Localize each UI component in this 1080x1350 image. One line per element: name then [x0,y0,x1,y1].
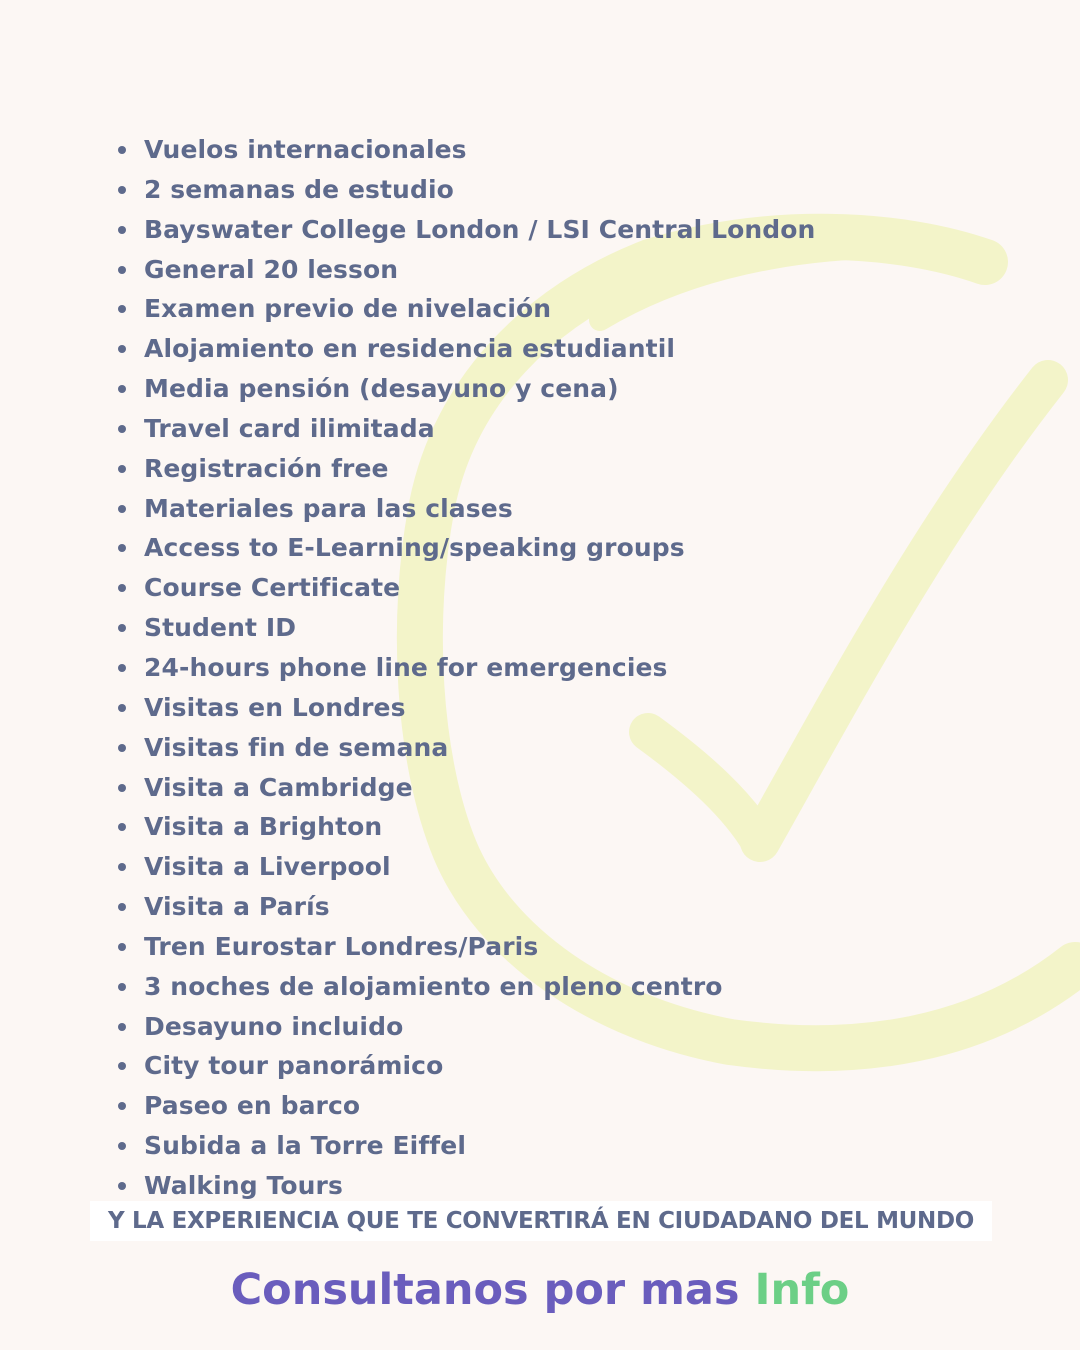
bullet-icon [118,624,126,632]
bullet-icon [118,544,126,552]
feature-item [118,329,815,369]
feature-text: Subida a la Torre Eiffel [144,1131,467,1161]
bullet-icon [118,305,126,313]
feature-text: Visita a Liverpool [144,852,391,882]
feature-text: City tour panorámico [144,1051,444,1081]
bullet-icon [118,704,126,712]
feature-list [118,130,815,1206]
feature-item [118,369,815,409]
feature-text: Registración free [144,453,389,483]
feature-text: Visitas fin de semana [144,732,449,762]
bullet-icon [118,226,126,234]
feature-text: General 20 lesson [144,254,399,284]
feature-text: Bayswater College London / LSI Central London [144,214,816,244]
feature-item [118,887,815,927]
bullet-icon [118,863,126,871]
feature-item [118,1046,815,1086]
feature-text: Visita a París [144,892,330,922]
cta-line [0,1260,1080,1320]
feature-item [118,728,815,768]
feature-item [118,170,815,210]
bullet-icon [118,823,126,831]
feature-item [118,489,815,529]
bullet-icon [118,983,126,991]
bullet-icon [118,385,126,393]
feature-text: 3 noches de alojamiento en pleno centro [144,971,723,1001]
feature-text: 24-hours phone line for emergencies [144,652,668,682]
feature-text: Tren Eurostar Londres/Paris [144,931,539,961]
cta-main-text: Consultanos por mas [230,1265,740,1315]
bullet-icon [118,1102,126,1110]
feature-item [118,967,815,1007]
feature-item [118,1166,815,1206]
feature-item [118,250,815,290]
feature-item [118,210,815,250]
tagline-text: Y LA EXPERIENCIA QUE TE CONVERTIRÁ EN CIUDADANO DEL MUNDO [107,1208,975,1234]
bullet-icon [118,664,126,672]
feature-item [118,768,815,808]
feature-item [118,847,815,887]
bullet-icon [118,425,126,433]
bullet-icon [118,1182,126,1190]
feature-text: Visitas en Londres [144,692,406,722]
bullet-icon [118,146,126,154]
bullet-icon [118,903,126,911]
feature-item [118,289,815,329]
feature-item [118,608,815,648]
feature-item [118,568,815,608]
feature-text: Access to E-Learning/speaking groups [144,533,685,563]
feature-item [118,409,815,449]
feature-item [118,648,815,688]
feature-text: Student ID [144,613,297,643]
bullet-icon [118,744,126,752]
feature-text: Course Certificate [144,573,401,603]
feature-text: Desayuno incluido [144,1011,404,1041]
bullet-icon [118,1062,126,1070]
feature-item [118,528,815,568]
feature-text: Visita a Cambridge [144,772,413,802]
feature-item [118,1007,815,1047]
bullet-icon [118,1142,126,1150]
feature-item [118,449,815,489]
feature-text: Examen previo de nivelación [144,294,552,324]
bullet-icon [118,1023,126,1031]
feature-text: Materiales para las clases [144,493,513,523]
bullet-icon [118,784,126,792]
bullet-icon [118,465,126,473]
bullet-icon [118,345,126,353]
feature-item [118,688,815,728]
bullet-icon [118,505,126,513]
feature-text: Paseo en barco [144,1091,361,1121]
feature-text: Vuelos internacionales [144,135,467,164]
feature-text: Alojamiento en residencia estudiantil [144,334,676,364]
feature-text: Travel card ilimitada [144,413,435,443]
feature-text: Walking Tours [144,1170,343,1200]
feature-item [118,1126,815,1166]
feature-text: Media pensión (desayuno y cena) [144,374,619,404]
cta-accent-text: Info [754,1265,850,1315]
feature-text: 2 semanas de estudio [144,174,454,204]
bullet-icon [118,186,126,194]
tagline-banner [90,1201,992,1241]
feature-item [118,927,815,967]
feature-item [118,130,815,170]
bullet-icon [118,943,126,951]
bullet-icon [118,584,126,592]
feature-item [118,807,815,847]
feature-text: Visita a Brighton [144,812,383,842]
feature-item [118,1086,815,1126]
bullet-icon [118,266,126,274]
